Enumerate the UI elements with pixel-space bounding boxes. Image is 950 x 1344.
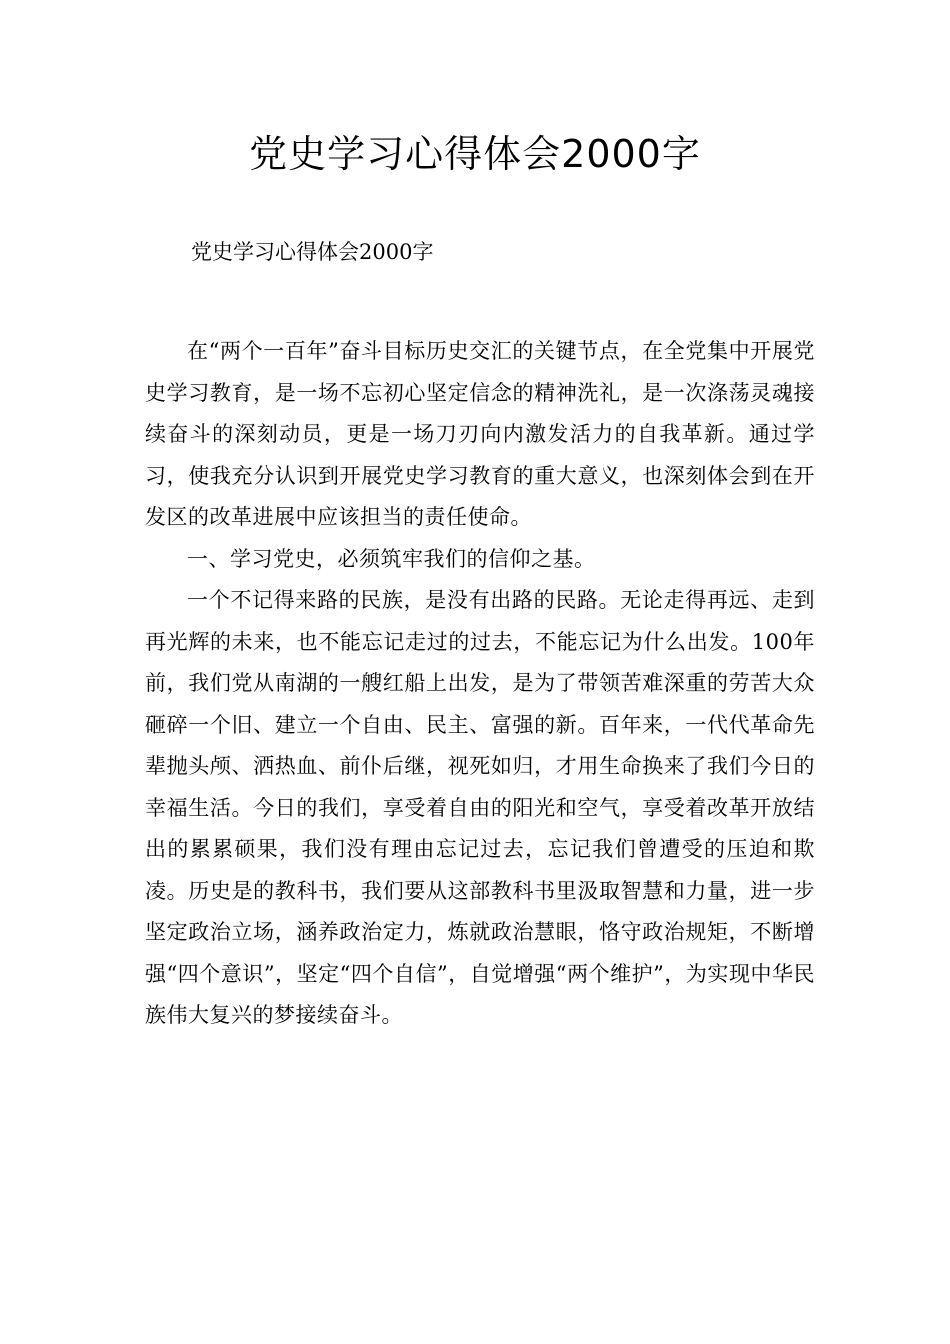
paragraph-history: 一个不记得来路的民族，是没有出路的民路。无论走得再远、走到再光辉的未来，也不能忘记走过的过去，不能忘记为什么出发。100年前，我们党从南湖的一艘红船上出发，是为了带领苦难深重的劳苦大众砸碎一个旧、建立一个自由、民主、富强的新。百年来，一代代革命先辈抛头颅、洒热血、前仆后继，视死如归，才用生命换来了我们今日的幸福生活。今日的我们，享受着自由的阳光和空气，享受着改革开放结出的累累硕果，我们没有理由忘记过去，忘记我们曾遭受的压迫和欺凌。历史是的教科书，我们要从这部教科书里汲取智慧和力量，进一步坚定政治立场，涵养政治定力，炼就政治慧眼，恪守政治规矩，不断增强“四个意识”，坚定“四个自信”，自觉增强“两个维护”，为实现中华民族伟大复兴的梦接续奋斗。 — [145, 588, 815, 1027]
section-heading: 一、学习党史，必须筑牢我们的信仰之基。 — [187, 546, 596, 571]
paragraph-intro: 在“两个一百年”奋斗目标历史交汇的关键节点，在全党集中开展党史学习教育，是一场不忘初心坚定信念的精神洗礼，是一次涤荡灵魂接续奋斗的深刻动员，更是一场刀刃向内激发活力的自我革新。通过学习，使我充分认识到开展党史学习教育的重大意义，也深刻体会到在开发区的改革进展中应该担当的责任使命。 — [145, 339, 815, 529]
document-body — [145, 331, 815, 1037]
page-title: 党史学习心得体会2000字 — [249, 132, 701, 176]
document-subtitle: 党史学习心得体会2000字 — [191, 240, 434, 264]
